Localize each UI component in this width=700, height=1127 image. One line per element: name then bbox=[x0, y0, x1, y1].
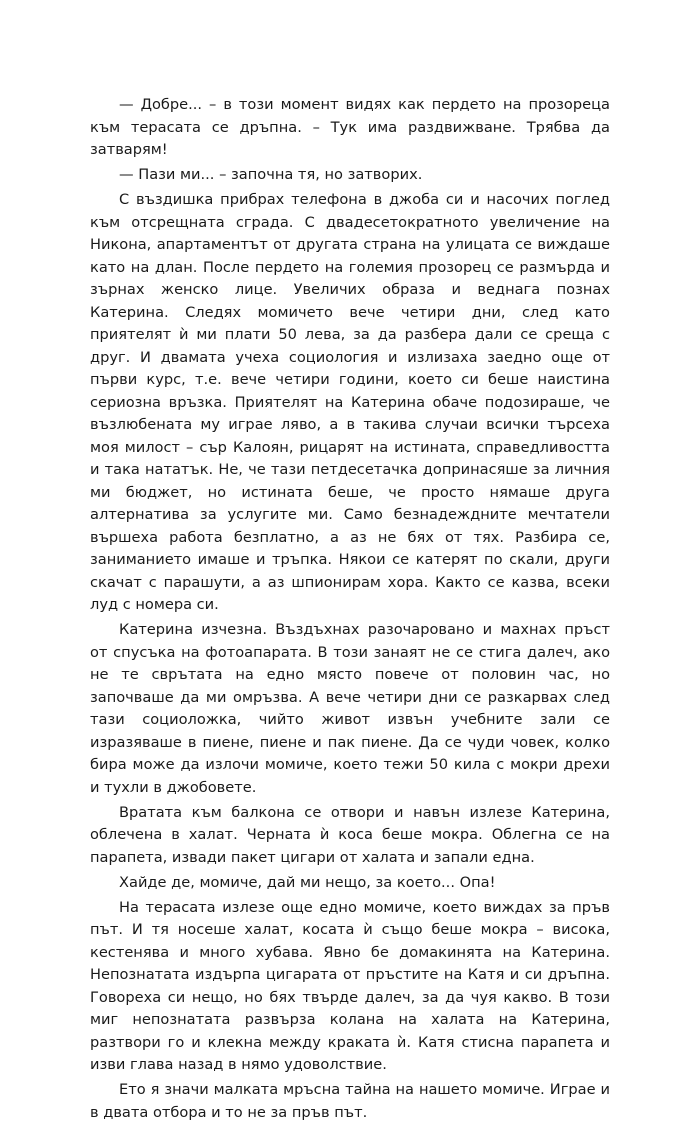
paragraph: Вратата към балкона се отвори и навън излезе Катерина, облечена в халат. Черната ѝ коса беше мокра. Облегна се на парапета, извади пакет цигари от халата и запали една. bbox=[90, 803, 610, 866]
paragraph: Катерина изчезна. Въздъхнах разочаровано и махнах пръст от спусъка на фотоапарата. В този занаят не се стига далеч, ако не те сврътата на едно място повече от половин час, но започваше да ми омръзва. А вече четири дни се разкарвах след тази социоложка, чийто живот извън учебните зали се изразяваше в пиене, пиене и пак пиене. Да се чуди човек, колко бира може да излочи момиче, което тежи 50 кила с мокри дрехи и тухли в джобовете. bbox=[90, 621, 610, 796]
paragraph: — Пази ми... – започна тя, но затворих. bbox=[119, 166, 423, 183]
paragraph: — Добре... – в този момент видях как пердето на прозореца към терасата се дръпна. – Тук има раздвижване. Трябва да затварям! bbox=[90, 96, 610, 158]
paragraph: Хайде де, момиче, дай ми нещо, за което... Опа! bbox=[119, 873, 496, 891]
paragraph: С въздишка прибрах телефона в джоба си и насочих поглед към отсрещната сграда. С двадесетократното увеличение на Никона, апартаментът от другата страна на улицата се виждаше като на длан. После пердето на големия прозорец се размърда и зърнах женско лице. Увеличих образа и веднага познах Катерина. Следях момичето вече четири дни, след като приятелят ѝ ми плати 50 лева, за да разбера дали се среща с друг. И двамата учеха социология и излизаха заедно още от първи курс, т.е. вече четири години, което си беше наистина сериозна връзка. Приятелят на Катерина обаче подозираше, че възлюбената му играе ляво, а в такива случаи всички търсеха моя милост – сър Калоян, рицарят на истината, справедливостта и така нататък. Не, че тази петдесетачка допринасяше за личния ми бюджет, но истината беше, че просто нямаше друга алтернатива за услугите ми. Само безнадеждните мечтатели вършеха работа безплатно, а аз не бях от тях. Разбира се, заниманието имаше и тръпка. Някои се катерят по скали, други скачат с парашути, а аз шпионирам хора. Както се казва, всеки луд с номера си. bbox=[90, 191, 610, 613]
paragraph: На терасата излезе още едно момиче, което виждах за пръв път. И тя носеше халат, косата ѝ също беше мокра – висока, кестенява и много хубава. Явно бе домакинята на Катерина. Непознатата издърпа цигарата от пръстите на Катя и си дръпна. Говореха си нещо, но бях твърде далеч, за да чуя какво. В този миг непознатата развърза колана на халата на Катерина, разтвори го и клекна между краката ѝ. Катя стисна парапета и изви глава назад в нямо удоволствие. bbox=[90, 898, 610, 1073]
paragraph: Ето я значи малката мръсна тайна на нашето момиче. Играе и в двата отбора и то не за пръв път. bbox=[90, 1081, 610, 1121]
page-text bbox=[90, 94, 610, 1127]
